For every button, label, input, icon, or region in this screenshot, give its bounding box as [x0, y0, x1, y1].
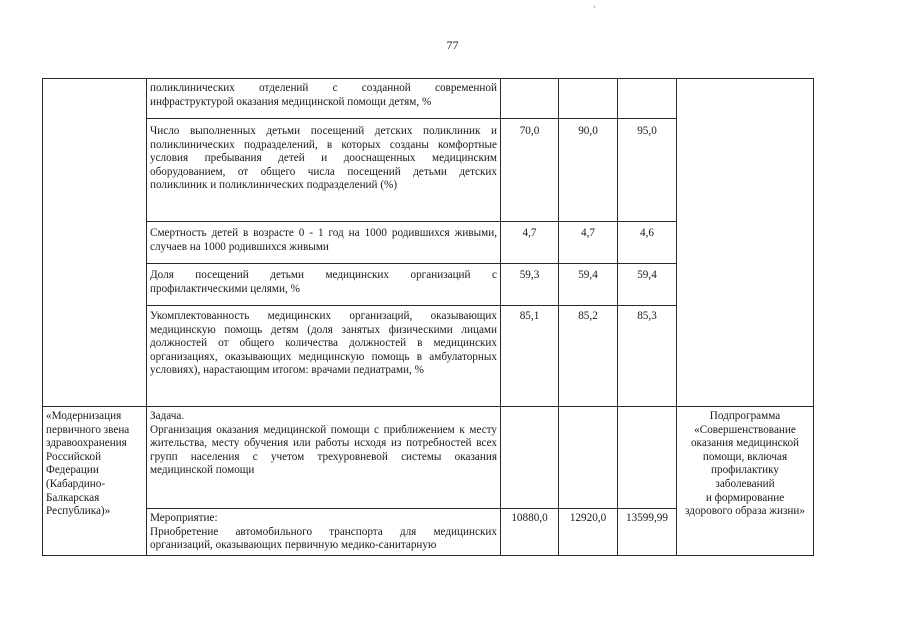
measure-text: Приобретение автомобильного транспорта для медицинских организаций, оказывающих первичную медико-санитарную — [150, 525, 497, 552]
subprogram-cell-empty — [677, 79, 814, 407]
value-year-3 — [618, 79, 677, 119]
indicator-text: Смертность детей в возрасте 0 - 1 год на 1000 родившихся живыми, случаев на 1000 родившихся живыми — [147, 222, 501, 264]
value-year-1: 85,1 — [501, 306, 559, 407]
value-year-2 — [559, 407, 618, 509]
value-year-1: 4,7 — [501, 222, 559, 264]
value-year-1: 70,0 — [501, 119, 559, 222]
value-year-1 — [501, 407, 559, 509]
task-heading: Задача. — [150, 410, 185, 422]
value-year-3: 85,3 — [618, 306, 677, 407]
value-year-3 — [618, 407, 677, 509]
page-number: 77 — [446, 38, 459, 52]
value-year-2 — [559, 79, 618, 119]
value-year-3: 4,6 — [618, 222, 677, 264]
task-text: Организация оказания медицинской помощи с приближением к месту жительства, месту обучения или работы исходя из потребностей всех групп населения с учетом трехуровневой системы оказания медицинской помощи — [150, 423, 497, 477]
value-year-2: 59,4 — [559, 264, 618, 306]
value-year-3: 59,4 — [618, 264, 677, 306]
indicator-text: Доля посещений детьми медицинских организаций с профилактическими целями, % — [147, 264, 501, 306]
value-year-1 — [501, 79, 559, 119]
value-year-2: 90,0 — [559, 119, 618, 222]
value-year-2: 4,7 — [559, 222, 618, 264]
value-year-2: 85,2 — [559, 306, 618, 407]
stray-mark: · — [593, 2, 596, 12]
value-year-3: 95,0 — [618, 119, 677, 222]
value-year-2: 12920,0 — [559, 509, 618, 556]
table-row — [43, 79, 814, 119]
indicator-text: Укомплектованность медицинских организаций, оказывающих медицинскую помощь детям (доля занятых физическими лицами должностей от общего количества должностей в медицинских организациях, оказывающих медицинскую помощь в амбулаторных условиях), нарастающим итогом: врачами педиатрами, % — [147, 306, 501, 407]
measure-cell — [147, 509, 501, 556]
indicator-text: Число выполненных детьми посещений детских поликлиник и поликлинических подразделений, в которых созданы комфортные условия пребывания детей и дооснащенных медицинским оборудованием, от общего числа посещений детьми детских поликлиник и поликлинических подразделений (%) — [147, 119, 501, 222]
task-cell — [147, 407, 501, 509]
indicator-text: поликлинических отделений с созданной современной инфраструктурой оказания медицинской помощи детям, % — [147, 79, 501, 119]
measure-heading: Мероприятие: — [150, 512, 218, 524]
value-year-3: 13599,99 — [618, 509, 677, 556]
subprogram-name: Подпрограмма «Совершенствование оказания медицинской помощи, включая профилактику заболеваний и формирование здорового образа жизни» — [677, 407, 814, 556]
indicator-table — [42, 78, 814, 556]
table-row — [43, 407, 814, 509]
value-year-1: 59,3 — [501, 264, 559, 306]
project-name: «Модернизация первичного звена здравоохранения Российской Федерации (Кабардино- Балкарская Республика)» — [43, 407, 147, 556]
project-cell-empty — [43, 79, 147, 407]
value-year-1: 10880,0 — [501, 509, 559, 556]
